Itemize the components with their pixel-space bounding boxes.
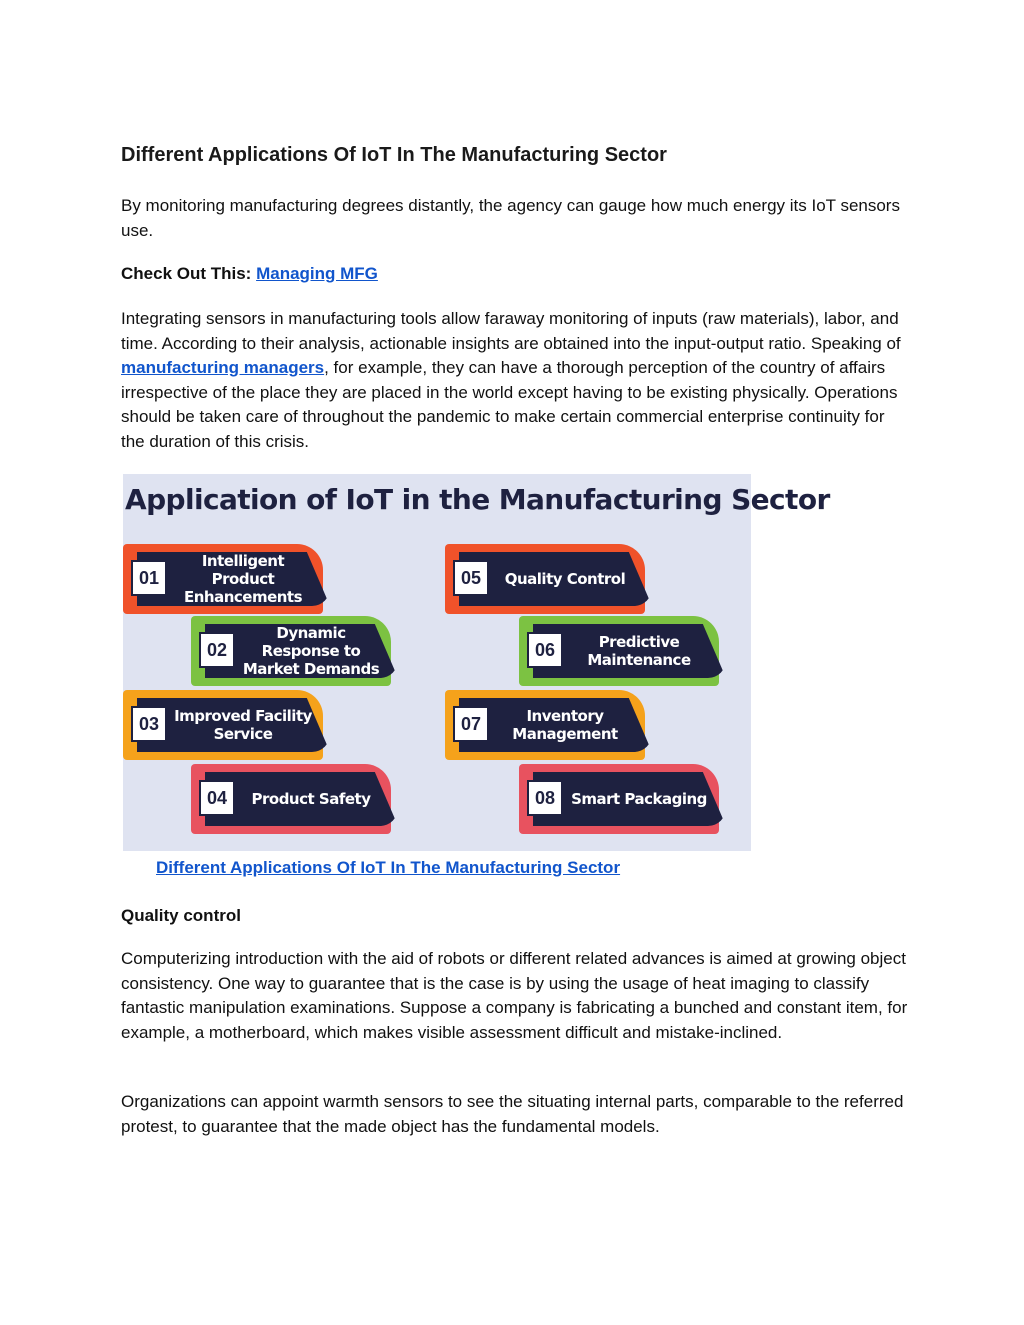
item-number: 06 xyxy=(527,632,563,668)
infographic-item-05 xyxy=(445,544,652,614)
item-number: 08 xyxy=(527,780,563,816)
managing-mfg-link[interactable]: Managing MFG xyxy=(256,264,378,283)
heat-sensors-paragraph: Organizations can appoint warmth sensors to see the situating internal parts, comparable to the referred protest, to guarantee that the made object has the fundamental models. xyxy=(121,1092,904,1136)
item-label: Predictive Maintenance xyxy=(587,633,691,669)
infographic-item-07 xyxy=(445,690,652,760)
item-label: Quality Control xyxy=(504,570,626,588)
infographic-item-02 xyxy=(191,616,398,686)
item-number: 03 xyxy=(131,706,167,742)
item-label: Smart Packaging xyxy=(571,790,707,808)
item-number: 01 xyxy=(131,560,167,596)
item-number: 02 xyxy=(199,632,235,668)
check-out-line xyxy=(121,262,911,287)
infographic-item-06 xyxy=(519,616,726,686)
intro-paragraph: By monitoring manufacturing degrees distantly, the agency can gauge how much energy its IoT sensors use. xyxy=(121,196,900,240)
infographic-item-01 xyxy=(123,544,330,614)
iot-applications-infographic xyxy=(123,474,830,851)
manufacturing-managers-link[interactable]: manufacturing managers xyxy=(121,358,325,377)
sensors-paragraph-text-2: , for example, they can have a thorough perception of the country of affairs irrespective of the place they are placed in the world except having to be existing physically. Operations should be taken care of throughout the pandemic to make certain commercial enterprise continuity for the duration of this crisis. xyxy=(121,358,898,451)
item-number: 07 xyxy=(453,706,489,742)
item-label: Improved Facility Service xyxy=(174,707,312,743)
item-number: 05 xyxy=(453,560,489,596)
quality-control-paragraph: Computerizing introduction with the aid of robots or different related advances is aimed at growing object consistency. One way to guarantee that is the case is by using the usage of heat imaging to classify fantastic manipulation examinations. Suppose a company is fabricating a bunched and constant item, for example, a motherboard, which makes visible assessment difficult and mistake-inclined. xyxy=(121,949,908,1042)
sensors-paragraph-text-1: Integrating sensors in manufacturing tools allow faraway monitoring of inputs (raw materials), labor, and time. According to their analysis, actionable insights are obtained into the input-output ratio. Speaking of xyxy=(121,309,901,353)
page-title: Different Applications Of IoT In The Manufacturing Sector xyxy=(121,144,667,166)
item-label: Intelligent Product Enhancements xyxy=(183,552,303,606)
infographic-item-08 xyxy=(519,764,726,834)
section-heading-quality-control: Quality control xyxy=(121,906,241,925)
item-number: 04 xyxy=(199,780,235,816)
item-label: Product Safety xyxy=(251,790,371,808)
sensors-paragraph xyxy=(121,307,911,454)
figure-caption-link[interactable]: Different Applications Of IoT In The Manufacturing Sector xyxy=(156,858,621,877)
check-out-label: Check Out This: xyxy=(121,264,257,283)
item-label: Inventory Management xyxy=(512,707,618,743)
infographic-item-04 xyxy=(191,764,398,834)
infographic-item-03 xyxy=(123,690,330,760)
infographic-title: Application of IoT in the Manufacturing Sector xyxy=(125,483,830,516)
item-label: Dynamic Response to Market Demands xyxy=(242,624,380,678)
